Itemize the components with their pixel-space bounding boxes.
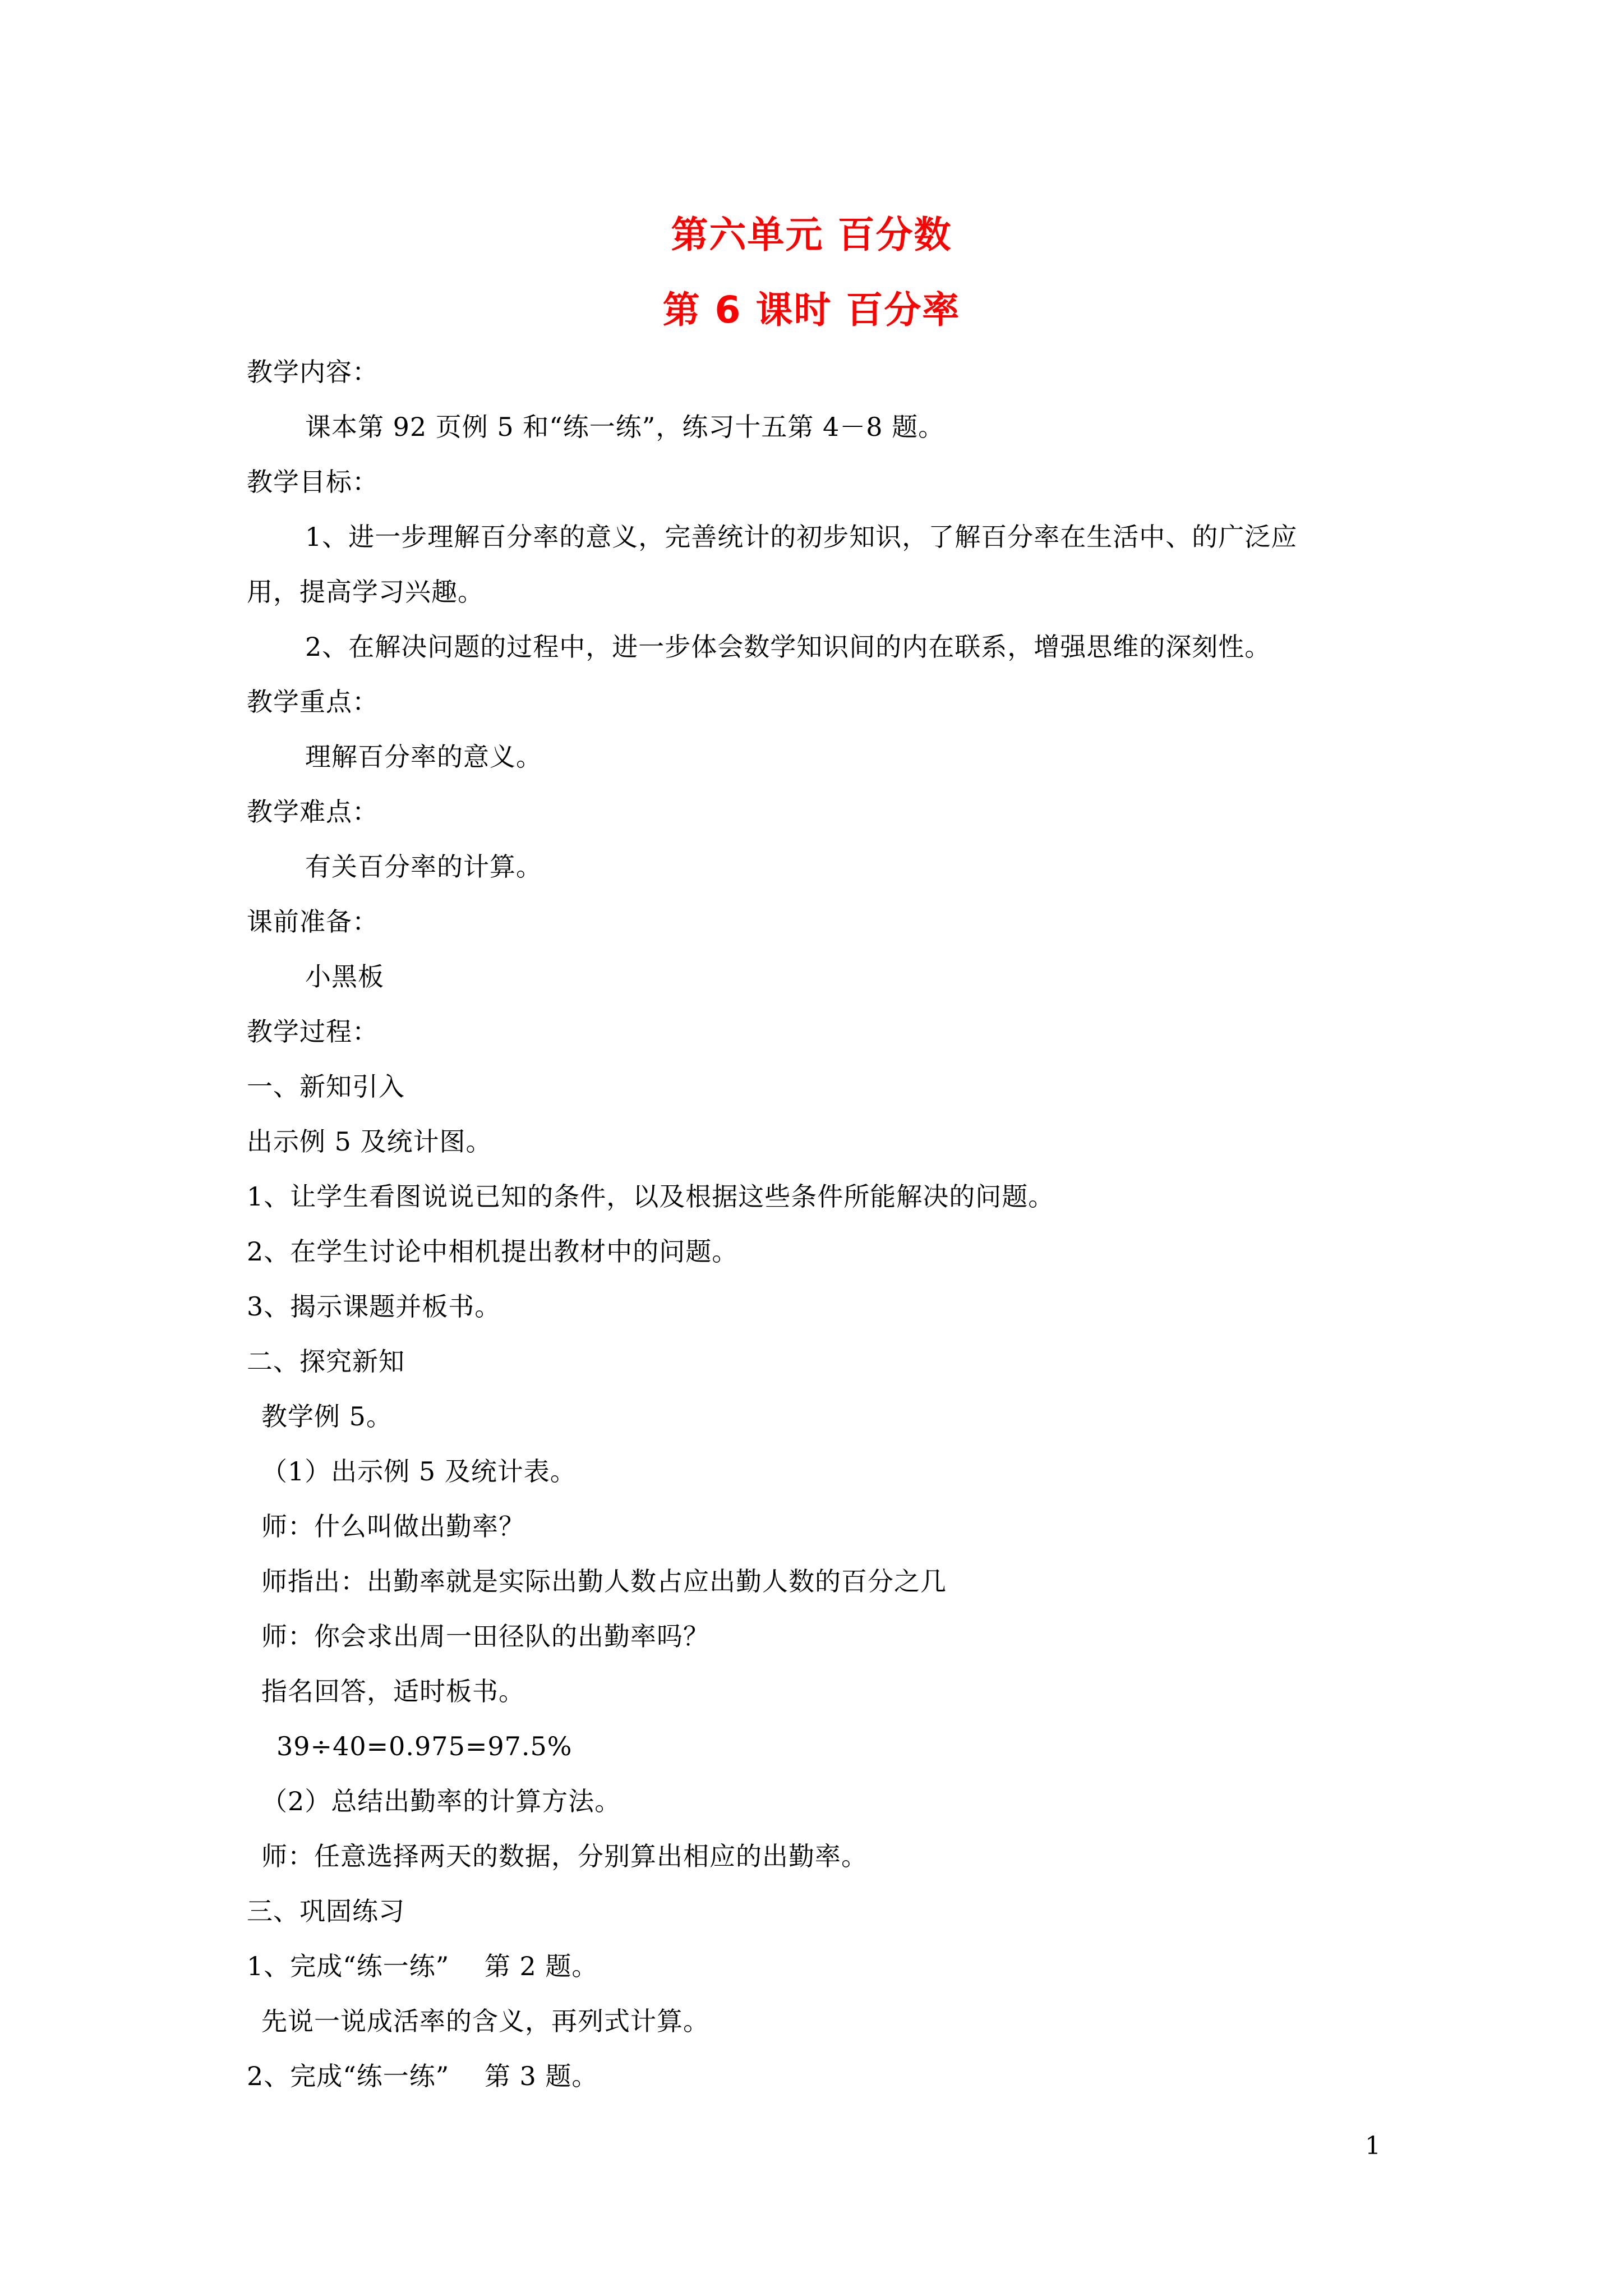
unit-title: 第六单元 百分数 [671, 213, 952, 256]
objective-1-line-2: 用，提高学习兴趣。 [247, 577, 484, 607]
section-heading-key-points: 教学重点： [247, 687, 379, 717]
page-number: 1 [1365, 2132, 1381, 2160]
difficulty-text: 有关百分率的计算。 [305, 852, 542, 882]
preparation-text: 小黑板 [305, 961, 384, 992]
practice-item-1: 1、完成“练一练” 第 2 题。 [247, 1951, 598, 1981]
objective-2: 2、在解决问题的过程中，进一步体会数学知识间的内在联系，增强思维的深刻性。 [305, 632, 1271, 662]
process-item-1: 1、让学生看图说说已知的条件，以及根据这些条件所能解决的问题。 [247, 1181, 1055, 1212]
process-text: 出示例 5 及统计图。 [247, 1126, 492, 1157]
lesson-title: 第 6 课时 百分率 [662, 288, 961, 332]
section-heading-content: 教学内容： [247, 357, 379, 387]
step-heading-explore: 二、探究新知 [247, 1346, 405, 1377]
process-item-3: 3、揭示课题并板书。 [247, 1291, 501, 1322]
section-heading-process: 教学过程： [247, 1016, 379, 1047]
process-text: 指名回答，适时板书。 [261, 1676, 525, 1706]
process-item-2: 2、在学生讨论中相机提出教材中的问题。 [247, 1236, 739, 1267]
dialogue-line: 师指出：出勤率就是实际出勤人数占应出勤人数的百分之几 [261, 1566, 947, 1596]
dialogue-line: 师：什么叫做出勤率？ [261, 1511, 525, 1542]
section-heading-preparation: 课前准备： [247, 907, 379, 937]
practice-item-2: 2、完成“练一练” 第 3 题。 [247, 2061, 598, 2091]
formula: 39÷40=0.975=97.5% [276, 1731, 573, 1761]
section-heading-difficulties: 教学难点： [247, 797, 379, 827]
practice-text: 先说一说成活率的含义，再列式计算。 [261, 2006, 709, 2036]
process-text: （2）总结出勤率的计算方法。 [261, 1786, 621, 1816]
process-text: 教学例 5。 [261, 1401, 393, 1432]
step-heading-practice: 三、巩固练习 [247, 1896, 405, 1926]
step-heading-introduction: 一、新知引入 [247, 1071, 405, 1102]
dialogue-line: 师：你会求出周一田径队的出勤率吗？ [261, 1621, 709, 1651]
objective-1-line-1: 1、进一步理解百分率的意义，完善统计的初步知识，了解百分率在生活中、的广泛应 [305, 522, 1298, 552]
dialogue-line: 师：任意选择两天的数据，分别算出相应的出勤率。 [261, 1841, 868, 1871]
content-text: 课本第 92 页例 5 和“练一练”，练习十五第 4－8 题。 [305, 412, 945, 442]
process-text: （1）出示例 5 及统计表。 [261, 1456, 577, 1487]
key-point-text: 理解百分率的意义。 [305, 742, 542, 772]
section-heading-objectives: 教学目标： [247, 467, 379, 497]
